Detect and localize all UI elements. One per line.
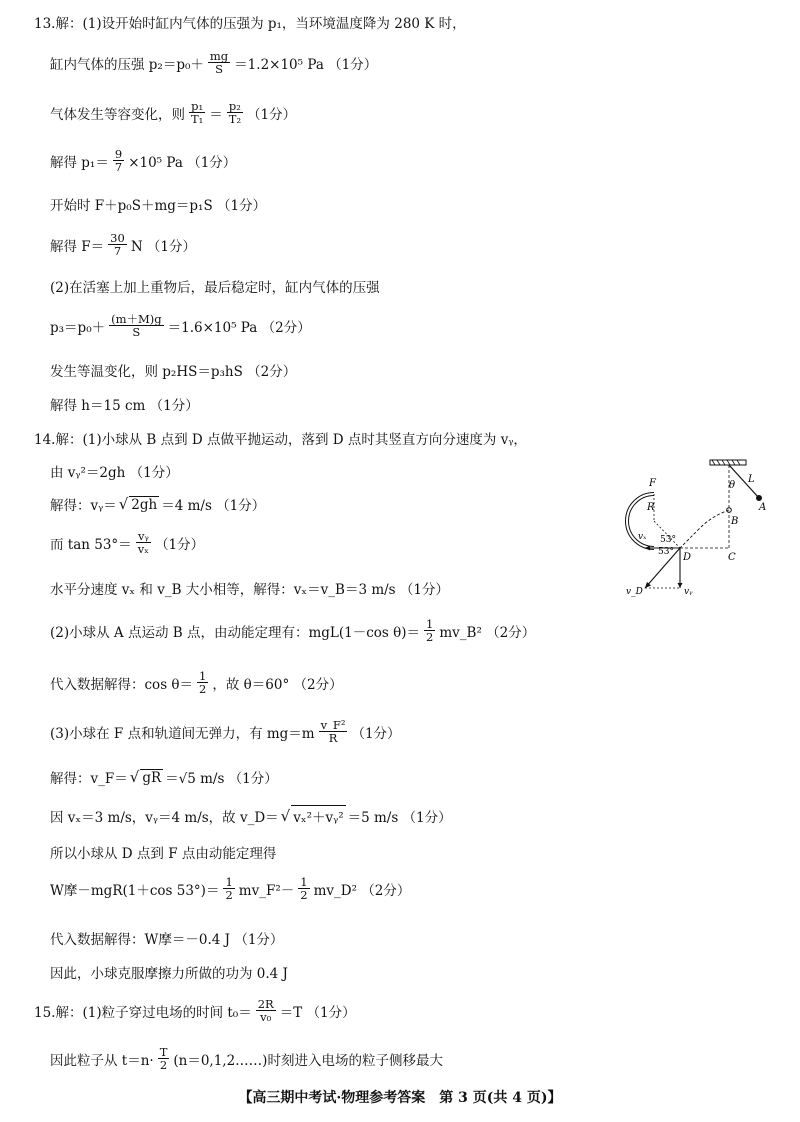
- q14-line-8: (3)小球在 F 点和轨道间无弹力，有 mg＝m v_F² R （1分）: [50, 718, 401, 745]
- q14-line-14: 因此，小球克服摩擦力所做的功为 0.4 J: [50, 966, 288, 982]
- label-a: A: [759, 502, 767, 513]
- q13-line-7: (2)在活塞上加上重物后，最后稳定时，缸内气体的压强: [50, 280, 380, 296]
- q13-line-5: 开始时 F＋p₀S＋mg＝p₁S （1分）: [50, 198, 267, 214]
- fraction: 1 2: [426, 617, 434, 644]
- q14-line-13: 代入数据解得：W摩＝－0.4 J （1分）: [50, 932, 284, 948]
- q14-line-1: 14.解：(1)小球从 B 点到 D 点做平抛运动，落到 D 点时其竖直方向分速度为 vᵧ，: [34, 432, 527, 448]
- q13-line-9: 发生等温变化，则 p₂HS＝p₃hS （2分）: [50, 364, 297, 380]
- q14-line-7: 代入数据解得：cos θ＝ 1 2 ，故 θ＝60° （2分）: [50, 669, 343, 696]
- q13-line-6: 解得 F＝ 30 7 N （1分）: [50, 231, 197, 258]
- q14-line-4: 而 tan 53°＝ vᵧ vₓ （1分）: [50, 529, 205, 556]
- page-footer: 【高三期中考试·物理参考答案 第 3 页(共 4 页)】: [238, 1090, 562, 1106]
- fraction: 1 2: [225, 875, 233, 902]
- label-angle-1: 53°: [660, 535, 676, 545]
- label-angle-2: 53°: [658, 547, 674, 557]
- q13-line-2: 缸内气体的压强 p₂＝p₀＋ mg S ＝1.2×10⁵ Pa （1分）: [50, 49, 378, 76]
- label-vy: vᵧ: [684, 587, 693, 597]
- fraction: p₁ T₁: [191, 99, 204, 126]
- label-b: B: [731, 516, 739, 527]
- label-c: C: [728, 552, 736, 563]
- label-vd: v_D: [626, 587, 643, 597]
- fraction: p₂ T₂: [228, 99, 242, 126]
- q14-line-5: 水平分速度 vₓ 和 v_B 大小相等，解得：vₓ＝v_B＝3 m/s （1分）: [50, 582, 449, 598]
- ceiling: [710, 460, 746, 465]
- fraction: vᵧ vₓ: [137, 529, 150, 556]
- label-l: L: [748, 474, 755, 485]
- q14-line-9: 解得：v_F＝ √ gR ＝√5 m/s （1分）: [50, 768, 278, 787]
- fraction: mg S: [209, 49, 229, 76]
- physics-diagram: [602, 458, 780, 598]
- trajectory: [680, 510, 729, 548]
- q15-line-1: 15.解：(1)粒子穿过电场的时间 t₀＝ 2R v₀ ＝T （1分）: [34, 997, 356, 1024]
- label-r: R: [647, 502, 655, 513]
- q13-line-10: 解得 h＝15 cm （1分）: [50, 398, 199, 414]
- sqrt-sign: √: [280, 806, 291, 825]
- fraction: T 2: [159, 1045, 168, 1072]
- ball-a: [756, 495, 762, 501]
- q14-line-10: 因 vₓ＝3 m/s，vᵧ＝4 m/s，故 v_D＝ √ vₓ²＋vᵧ² ＝5 m/s （1分）: [50, 806, 452, 826]
- q14-line-12: W摩－mgR(1＋cos 53°)＝ 1 2 mv_F²－ 1 2 mv_D² （2分）: [50, 875, 411, 902]
- fraction: 30 7: [110, 231, 125, 258]
- fraction: (m＋M)g S: [111, 312, 162, 339]
- label-d: D: [683, 552, 692, 563]
- q15-line-2: 因此粒子从 t＝n· T 2 (n＝0,1,2……)时刻进入电场的粒子侧移最大: [50, 1045, 443, 1072]
- fraction: $\frac{9}{7}$: [114, 147, 123, 174]
- q14-line-3: 解得：vᵧ＝ √ 2gh ＝4 m/s （1分）: [50, 495, 266, 514]
- q14-line-11: 所以小球从 D 点到 F 点由动能定理得: [50, 846, 277, 862]
- label-vx: vₓ: [638, 532, 647, 542]
- q13-line-1: 13.解：(1)设开始时缸内气体的压强为 p₁，当环境温度降为 280 K 时，: [34, 16, 466, 32]
- fraction: 1 2: [300, 875, 308, 902]
- fraction: v_F² R: [320, 718, 346, 745]
- q13-line-8: p₃＝p₀＋ (m＋M)g S ＝1.6×10⁵ Pa （2分）: [50, 312, 311, 339]
- fraction: 1 2: [199, 669, 207, 696]
- q14-line-2: 由 vᵧ²＝2gh （1分）: [50, 465, 179, 481]
- q13-line-3: 气体发生等容变化，则 p₁ T₁ ＝ p₂ T₂ （1分）: [50, 99, 297, 126]
- sqrt-sign: √: [129, 768, 140, 786]
- label-theta: θ: [729, 480, 736, 491]
- fraction: 2R v₀: [257, 997, 274, 1024]
- q13-line-4: 解得 p₁＝ $\frac{9}{7}$ ×10⁵ Pa （1分）: [50, 147, 237, 174]
- label-f: F: [649, 478, 656, 489]
- sqrt-sign: √: [118, 495, 129, 513]
- q14-line-6: (2)小球从 A 点运动 B 点，由动能定理有：mgL(1－cos θ)＝ 1 2 mv_B² （2分）: [50, 617, 536, 644]
